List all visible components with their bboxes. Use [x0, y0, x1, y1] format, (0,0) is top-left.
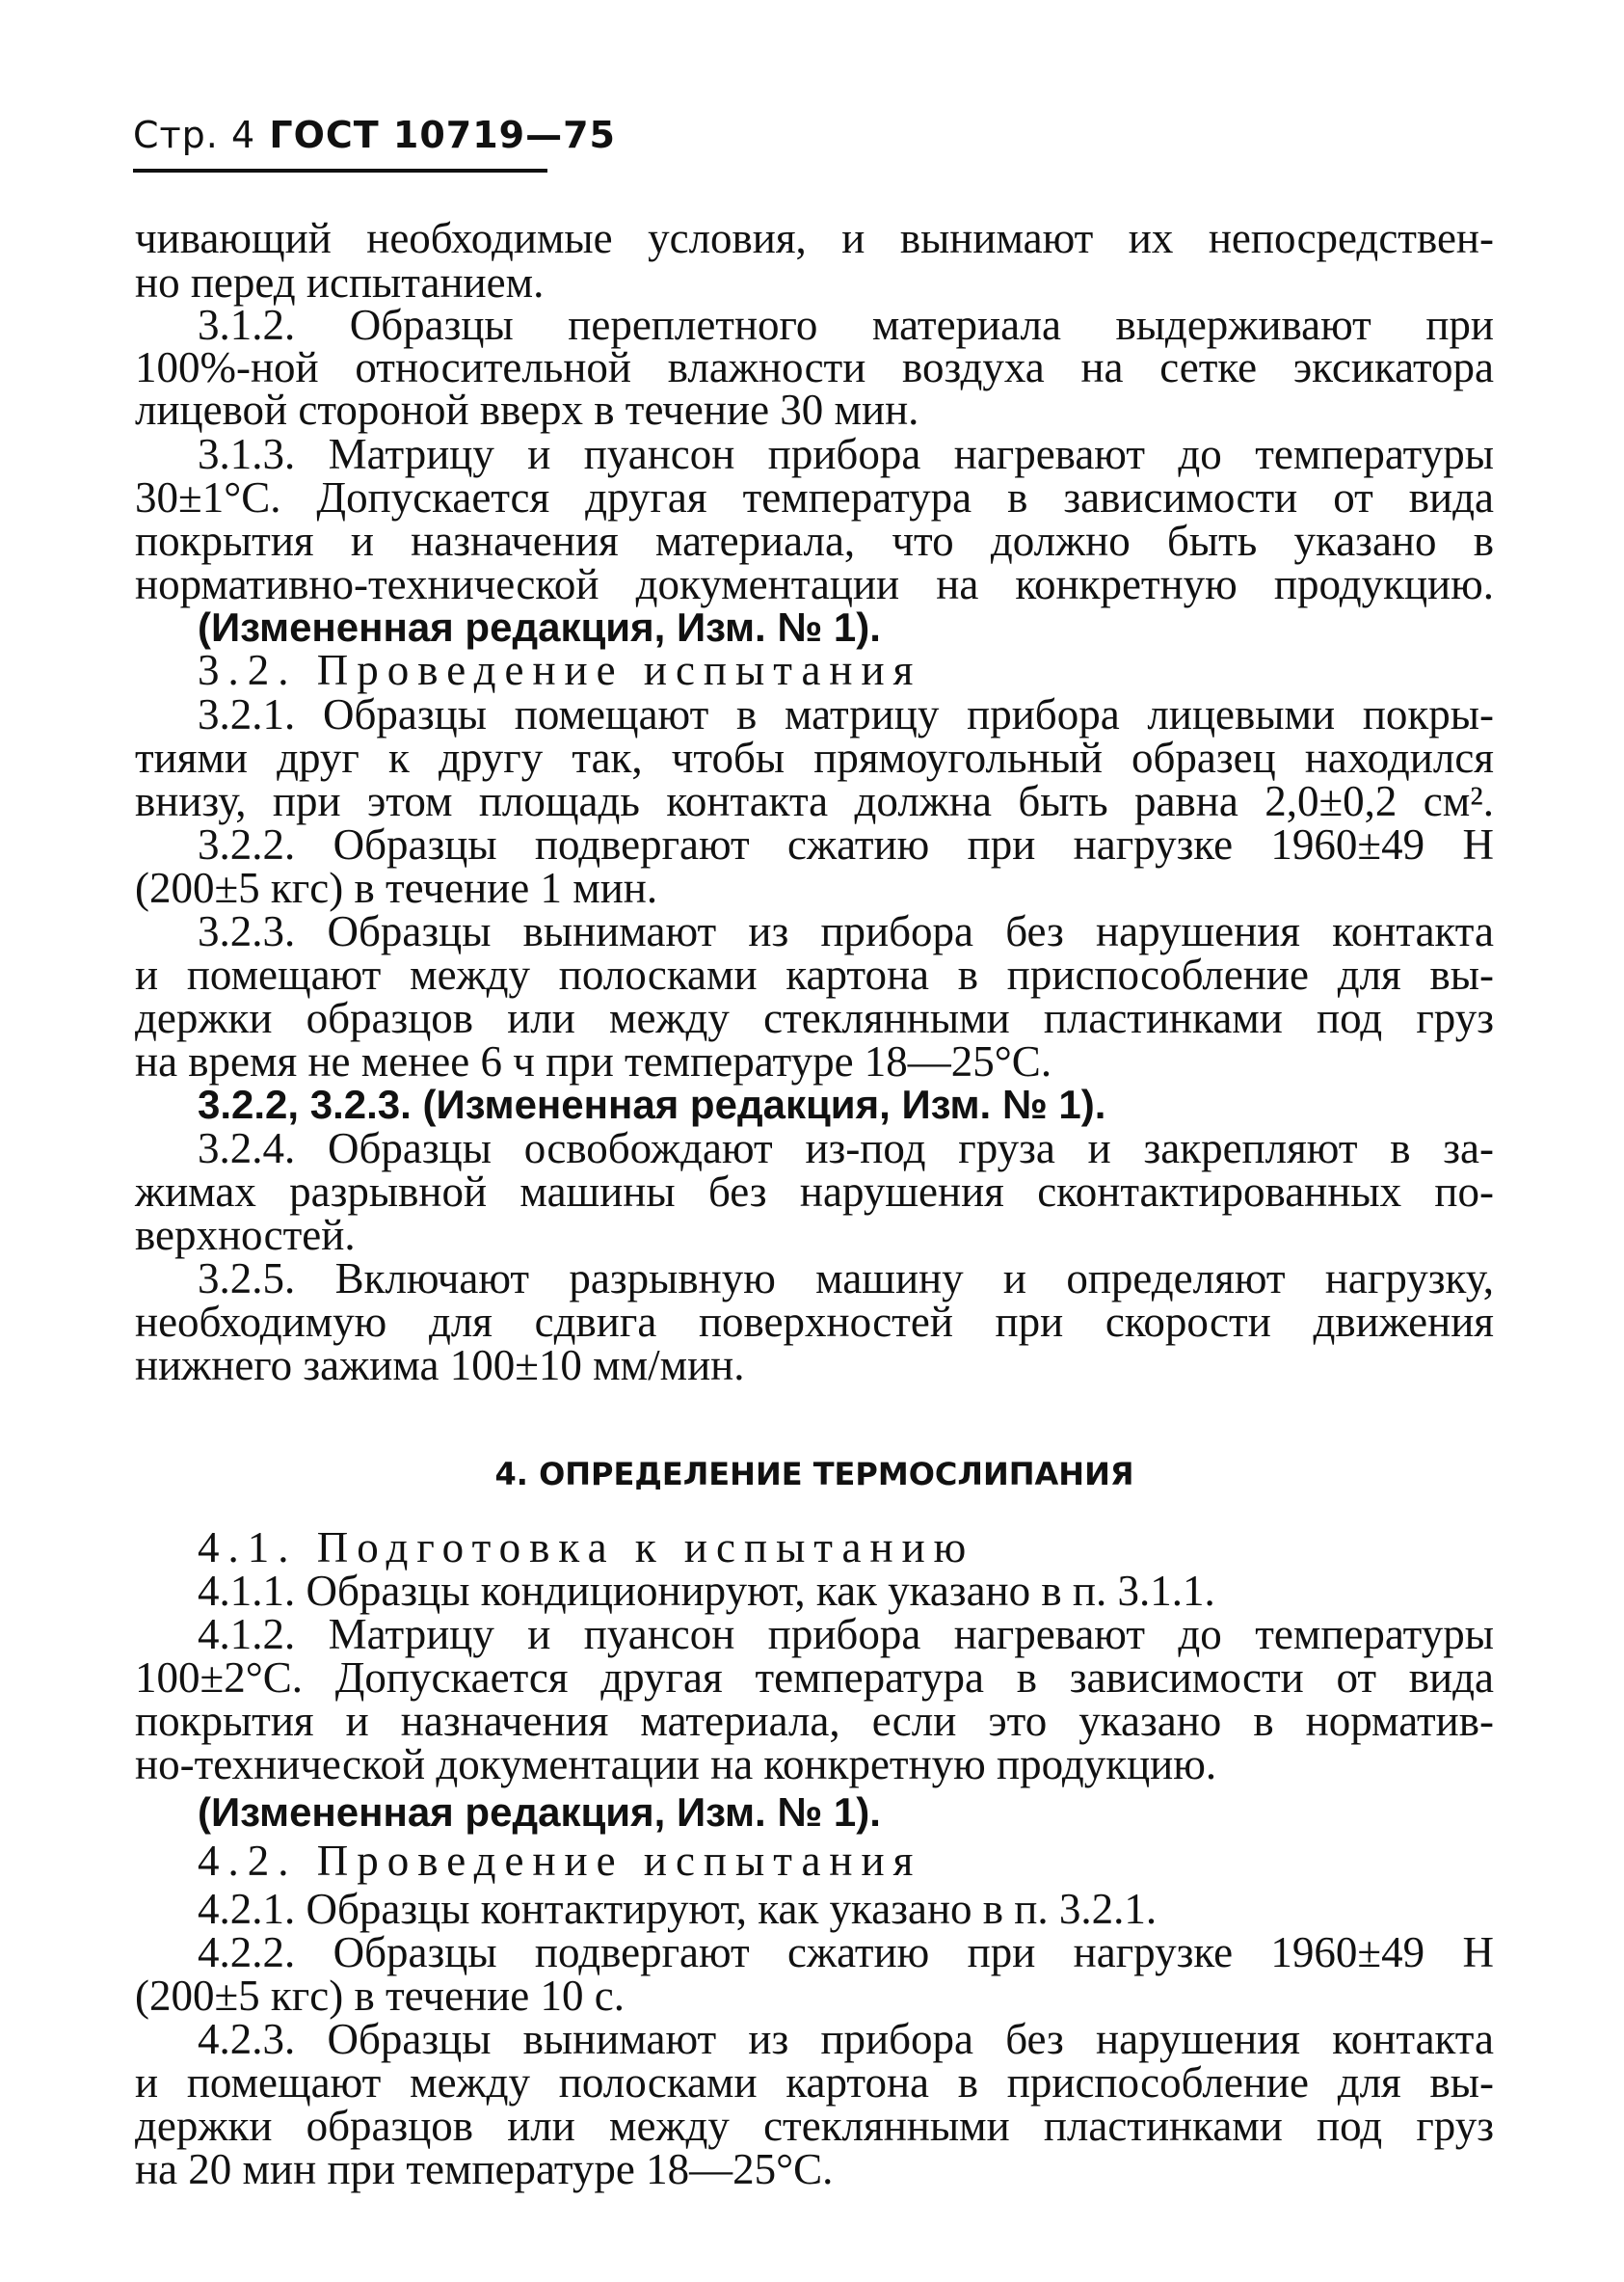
- page-header: [133, 114, 616, 156]
- text-line: (200±5 кгс) в течение 1 мин.: [135, 864, 658, 912]
- text-line: 4.2.1. Образцы контактируют, как указано в п. 3.2.1.: [198, 1885, 1158, 1933]
- amendment-note: 3.2.2, 3.2.3. (Измененная редакция, Изм. № 1).: [198, 1082, 1106, 1127]
- section-heading: 4. ОПРЕДЕЛЕНИЕ ТЕРМОСЛИПАНИЯ: [494, 1456, 1134, 1492]
- text-line: жимах разрывной машины без нарушения сконтактированных по-: [135, 1168, 1494, 1216]
- page-number: Стр. 4: [133, 114, 256, 156]
- text-line: 3.2.1. Образцы помещают в матрицу прибора лицевыми покры-: [198, 690, 1494, 738]
- text-line: 30±1°C. Допускается другая температура в зависимости от вида: [135, 473, 1494, 522]
- header-rule: [133, 169, 547, 173]
- text-line: 4.2.3. Образцы вынимают из прибора без нарушения контакта: [198, 2015, 1494, 2063]
- text-line: держки образцов или между стеклянными пластинками под груз: [135, 994, 1494, 1042]
- amendment-note: (Измененная редакция, Изм. № 1).: [198, 604, 881, 650]
- text-line: и помещают между полосками картона в приспособление для вы-: [135, 951, 1494, 999]
- text-line: покрытия и назначения материала, что должно быть указано в: [135, 517, 1494, 565]
- text-line: покрытия и назначения материала, если это указано в норматив-: [135, 1697, 1494, 1745]
- text-line: 3.1.3. Матрицу и пуансон прибора нагревают до температуры: [198, 430, 1494, 478]
- text-line: на время не менее 6 ч при температуре 18—25°C.: [135, 1037, 1052, 1086]
- section-subheading: 4.2. Проведение испытания: [198, 1837, 922, 1885]
- text-line: 3.2.4. Образцы освобождают из-под груза и закрепляют в за-: [198, 1124, 1494, 1172]
- text-line: (200±5 кгс) в течение 10 с.: [135, 1972, 625, 2020]
- text-line: необходимую для сдвига поверхностей при скорости движения: [135, 1298, 1494, 1346]
- standard-number: ГОСТ 10719—75: [269, 114, 616, 156]
- text-line: 100±2°C. Допускается другая температура в зависимости от вида: [135, 1653, 1494, 1702]
- text-line: 3.1.2. Образцы переплетного материала выдерживают при: [198, 301, 1494, 349]
- text-line: и помещают между полосками картона в приспособление для вы-: [135, 2058, 1494, 2107]
- text-line: нижнего зажима 100±10 мм/мин.: [135, 1341, 745, 1389]
- text-line: 3.2.3. Образцы вынимают из прибора без нарушения контакта: [198, 907, 1494, 955]
- section-subheading: 3.2. Проведение испытания: [198, 646, 922, 694]
- text-line: 3.2.5. Включают разрывную машину и определяют нагрузку,: [198, 1254, 1494, 1302]
- text-line: верхностей.: [135, 1211, 356, 1259]
- amendment-note: (Измененная редакция, Изм. № 1).: [198, 1789, 881, 1835]
- text-line: 100%-ной относительной влажности воздуха на сетке эксикатора: [135, 343, 1494, 391]
- text-line: на 20 мин при температуре 18—25°C.: [135, 2145, 834, 2193]
- text-line: держки образцов или между стеклянными пластинками под груз: [135, 2102, 1494, 2150]
- text-line: 4.2.2. Образцы подвергают сжатию при нагрузке 1960±49 Н: [198, 1928, 1494, 1976]
- text-line: 3.2.2. Образцы подвергают сжатию при нагрузке 1960±49 Н: [198, 820, 1494, 869]
- text-line: чивающий необходимые условия, и вынимают их непосредствен-: [135, 214, 1494, 262]
- text-line: внизу, при этом площадь контакта должна быть равна 2,0±0,2 см².: [135, 777, 1494, 825]
- section-subheading: 4.1. Подготовка к испытанию: [198, 1523, 975, 1571]
- text-line: 4.1.2. Матрицу и пуансон прибора нагревают до температуры: [198, 1610, 1494, 1658]
- text-line: 4.1.1. Образцы кондиционируют, как указано в п. 3.1.1.: [198, 1567, 1215, 1615]
- text-line: но-технической документации на конкретную продукцию.: [135, 1740, 1217, 1788]
- text-line: нормативно-технической документации на конкретную продукцию.: [135, 560, 1494, 608]
- text-line: но перед испытанием.: [135, 258, 545, 307]
- text-line: тиями друг к другу так, чтобы прямоугольный образец находился: [135, 734, 1494, 782]
- text-line: лицевой стороной вверх в течение 30 мин.: [135, 386, 919, 434]
